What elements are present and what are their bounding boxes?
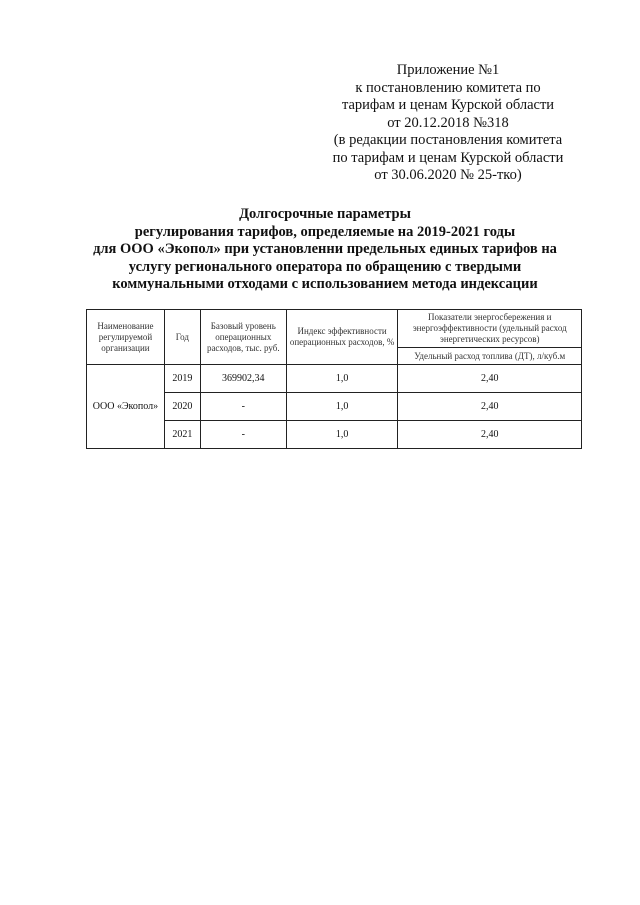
appendix-line: от 20.12.2018 №318 (387, 114, 509, 131)
header-org: Наименование регулируемой организации (87, 310, 165, 365)
title-line: коммунальными отходами с использованием метода индексации (112, 276, 538, 292)
year-cell: 2019 (164, 365, 200, 393)
fuel-cell: 2,40 (398, 393, 582, 421)
year-cell: 2021 (164, 421, 200, 449)
table-row (87, 365, 582, 393)
header-fuel-consumption: Удельный расход топлива (ДТ), л/куб.м (398, 348, 582, 365)
header-energy-indicators: Показатели энергосбережения и энергоэффективности (удельный расход энергетических ресурсов) (398, 310, 582, 348)
title-line: Долгосрочные параметры (239, 206, 411, 222)
year-cell: 2020 (164, 393, 200, 421)
org-name-cell: ООО «Экопол» (87, 365, 165, 449)
base-cell: 369902,34 (200, 365, 286, 393)
appendix-line: по тарифам и ценам Курской области (332, 149, 564, 166)
base-cell: - (200, 393, 286, 421)
appendix-line: тарифам и ценам Курской области (341, 97, 555, 113)
fuel-cell: 2,40 (398, 365, 582, 393)
parameters-table (86, 309, 582, 449)
title-line: услугу регионального оператора по обращению с твердыми (128, 258, 522, 275)
index-cell: 1,0 (286, 393, 398, 421)
fuel-cell: 2,40 (398, 421, 582, 449)
header-year: Год (164, 310, 200, 365)
document-title (40, 206, 610, 294)
index-cell: 1,0 (286, 421, 398, 449)
table-header-row (87, 310, 582, 348)
appendix-line: Приложение №1 (396, 62, 500, 78)
appendix-line: от 30.06.2020 № 25-тко) (374, 167, 522, 183)
base-cell: - (200, 421, 286, 449)
title-line: регулирования тарифов, определяемые на 2019-2021 годы (134, 223, 516, 240)
appendix-line: (в редакции постановления комитета (333, 132, 563, 148)
appendix-block (318, 62, 578, 185)
title-line: для ООО «Экопол» при установленни предельных единых тарифов на (93, 241, 557, 257)
header-base-costs: Базовый уровень операционных расходов, тыс. руб. (200, 310, 286, 365)
index-cell: 1,0 (286, 365, 398, 393)
appendix-line: к постановлению комитета по (355, 79, 541, 96)
header-efficiency-index: Индекс эффективности операционных расходов, % (286, 310, 398, 365)
